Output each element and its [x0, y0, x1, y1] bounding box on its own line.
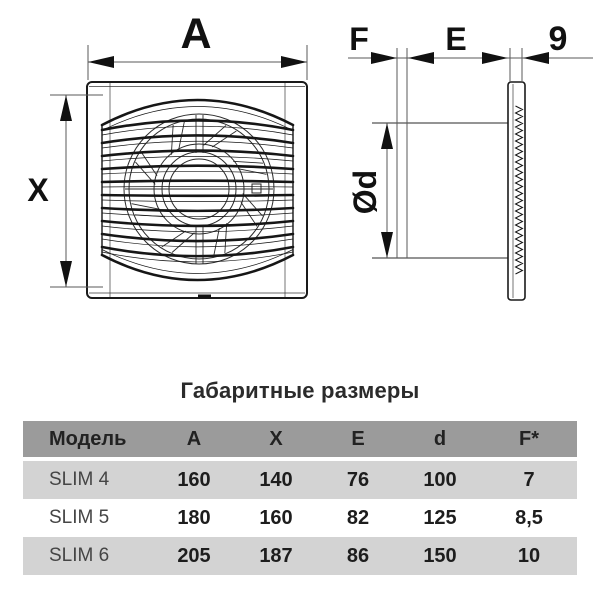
value-cell: 7 [481, 459, 577, 499]
value-cell: 150 [399, 537, 481, 575]
table-title: Габаритные размеры [180, 378, 420, 403]
value-cell: 205 [153, 537, 235, 575]
label-height-x: X [27, 172, 49, 208]
column-header-d: d [399, 421, 481, 459]
value-cell: 140 [235, 459, 317, 499]
arrow-right-icon [281, 56, 307, 68]
arrow-left-icon [88, 56, 114, 68]
panel-bottom-notch [198, 295, 211, 299]
dimension-f-e-9 [348, 20, 593, 82]
value-cell: 8,5 [481, 499, 577, 537]
arrow-up-icon [60, 95, 72, 121]
front-view [87, 82, 307, 299]
column-header-f: F* [481, 421, 577, 459]
header-row [23, 421, 577, 459]
value-cell: 86 [317, 537, 399, 575]
table-row [23, 537, 577, 575]
arrow-up-icon [381, 123, 393, 149]
table-row [23, 459, 577, 499]
column-header-model: Модель [23, 421, 153, 459]
table-row [23, 499, 577, 537]
label-depth-e: E [445, 21, 467, 57]
value-cell: 100 [399, 459, 481, 499]
label-duct-diameter: Ød [347, 169, 383, 215]
arrow-right-icon [371, 52, 397, 64]
value-cell: 76 [317, 459, 399, 499]
dimension-a [88, 10, 307, 80]
label-thickness-9: 9 [548, 20, 568, 58]
column-header-e: E [317, 421, 399, 459]
value-cell: 180 [153, 499, 235, 537]
label-flange-f: F [349, 21, 369, 57]
arrow-left-icon [408, 52, 434, 64]
column-header-x: X [235, 421, 317, 459]
value-cell: 10 [481, 537, 577, 575]
label-width-a: A [180, 10, 212, 58]
dimensions-table [23, 421, 577, 575]
value-cell: 82 [317, 499, 399, 537]
value-cell: 160 [235, 499, 317, 537]
model-cell: SLIM 5 [23, 499, 153, 537]
model-cell: SLIM 6 [23, 537, 153, 575]
value-cell: 187 [235, 537, 317, 575]
value-cell: 125 [399, 499, 481, 537]
dimension-duct-diameter [347, 123, 393, 258]
arrow-left-icon [523, 52, 549, 64]
arrow-down-icon [60, 261, 72, 287]
side-view [372, 48, 525, 300]
model-cell: SLIM 4 [23, 459, 153, 499]
column-header-a: A [153, 421, 235, 459]
value-cell: 160 [153, 459, 235, 499]
arrow-right-icon [482, 52, 508, 64]
arrow-down-icon [381, 232, 393, 258]
